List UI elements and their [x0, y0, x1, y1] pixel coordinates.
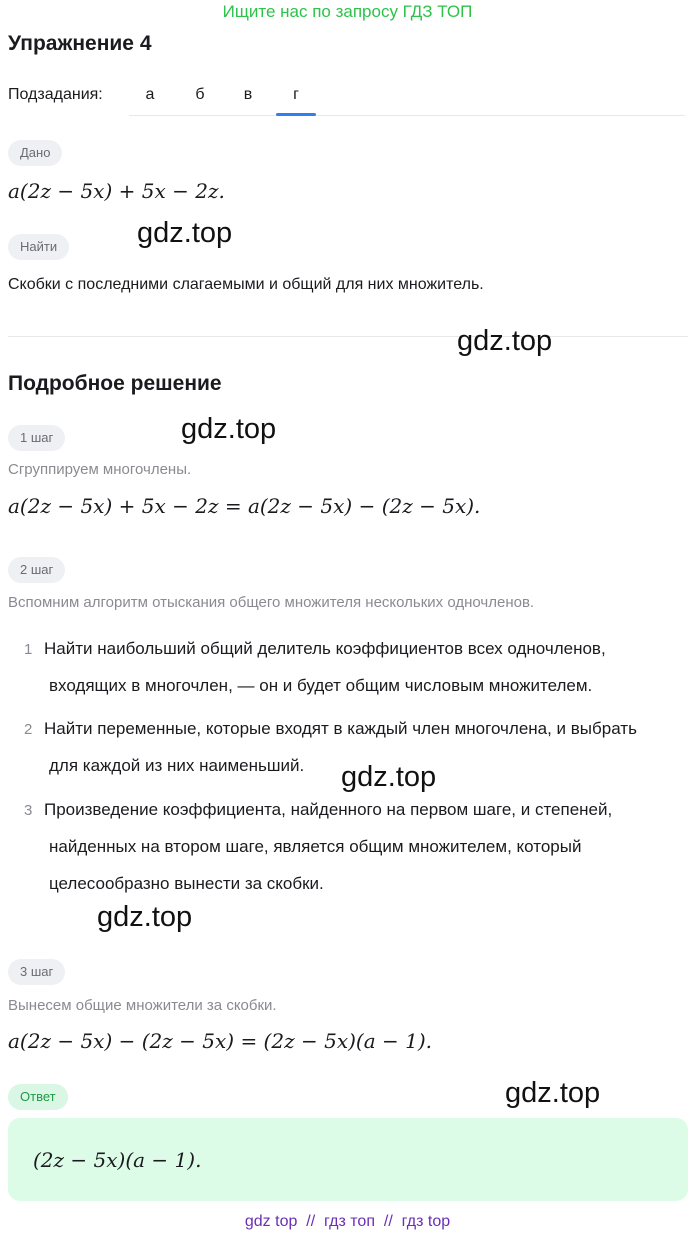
tab-v[interactable]: в: [243, 86, 253, 103]
step-3-chip: 3 шаг: [8, 959, 65, 985]
search-hint-banner: Ищите нас по запросу ГДЗ ТОП: [222, 2, 473, 21]
list-item-2-line-1: Найти переменные, которые входят в каждый член многочлена, и выбрать: [44, 719, 637, 738]
step-1-chip: 1 шаг: [8, 425, 65, 451]
watermark: gdz.top: [341, 761, 437, 793]
answer-expression: (2z − 5x)(a − 1).: [33, 1148, 202, 1172]
section-divider: [8, 336, 688, 337]
tab-b[interactable]: б: [195, 86, 205, 103]
list-item-1-line-1: Найти наибольший общий делитель коэффициентов всех одночленов,: [44, 639, 606, 658]
list-item-3-line-3: целесообразно вынести за скобки.: [49, 874, 324, 893]
list-item-3-number: 3: [24, 802, 33, 819]
subtasks-label: Подзадания:: [8, 86, 103, 103]
step-2-chip: 2 шаг: [8, 557, 65, 583]
watermark: gdz.top: [97, 901, 193, 933]
list-item-1: [44, 630, 684, 704]
step-1-caption: Сгруппируем многочлены.: [8, 461, 192, 478]
list-item-3: [44, 791, 684, 902]
watermark: gdz.top: [181, 413, 277, 445]
list-item-3-line-2: найденных на втором шаге, является общим множителем, который: [49, 837, 582, 856]
footer-links[interactable]: gdz top // гдз топ // гдз top: [244, 1213, 451, 1230]
step-3-expression: a(2z − 5x) − (2z − 5x) = (2z − 5x)(a − 1).: [8, 1029, 432, 1053]
step-2-caption: Вспомним алгоритм отыскания общего множителя нескольких одночленов.: [8, 594, 535, 611]
active-tab-indicator: [276, 113, 316, 116]
find-text: Скобки с последними слагаемыми и общий для них множитель.: [8, 276, 484, 293]
exercise-title: Упражнение 4: [8, 32, 152, 55]
list-item-2-number: 2: [24, 721, 33, 738]
list-item-2-line-2: для каждой из них наименьший.: [49, 756, 305, 775]
given-chip: Дано: [8, 140, 62, 166]
list-item-3-line-1: Произведение коэффициента, найденного на первом шаге, и степеней,: [44, 800, 613, 819]
watermark: gdz.top: [505, 1077, 601, 1109]
watermark: gdz.top: [137, 217, 233, 249]
tab-g[interactable]: г: [293, 86, 299, 103]
answer-chip: Ответ: [8, 1084, 68, 1110]
solution-title: Подробное решение: [8, 372, 222, 395]
subtasks-divider: [129, 115, 685, 116]
watermark: gdz.top: [457, 325, 553, 357]
find-chip: Найти: [8, 234, 69, 260]
list-item-1-number: 1: [24, 641, 33, 658]
step-3-caption: Вынесем общие множители за скобки.: [8, 997, 277, 1014]
tab-a[interactable]: а: [145, 86, 155, 103]
step-1-expression: a(2z − 5x) + 5x − 2z = a(2z − 5x) − (2z − 5x).: [8, 494, 481, 518]
list-item-1-line-2: входящих в многочлен, — он и будет общим числовым множителем.: [49, 676, 593, 695]
given-expression: a(2z − 5x) + 5x − 2z.: [8, 179, 225, 203]
